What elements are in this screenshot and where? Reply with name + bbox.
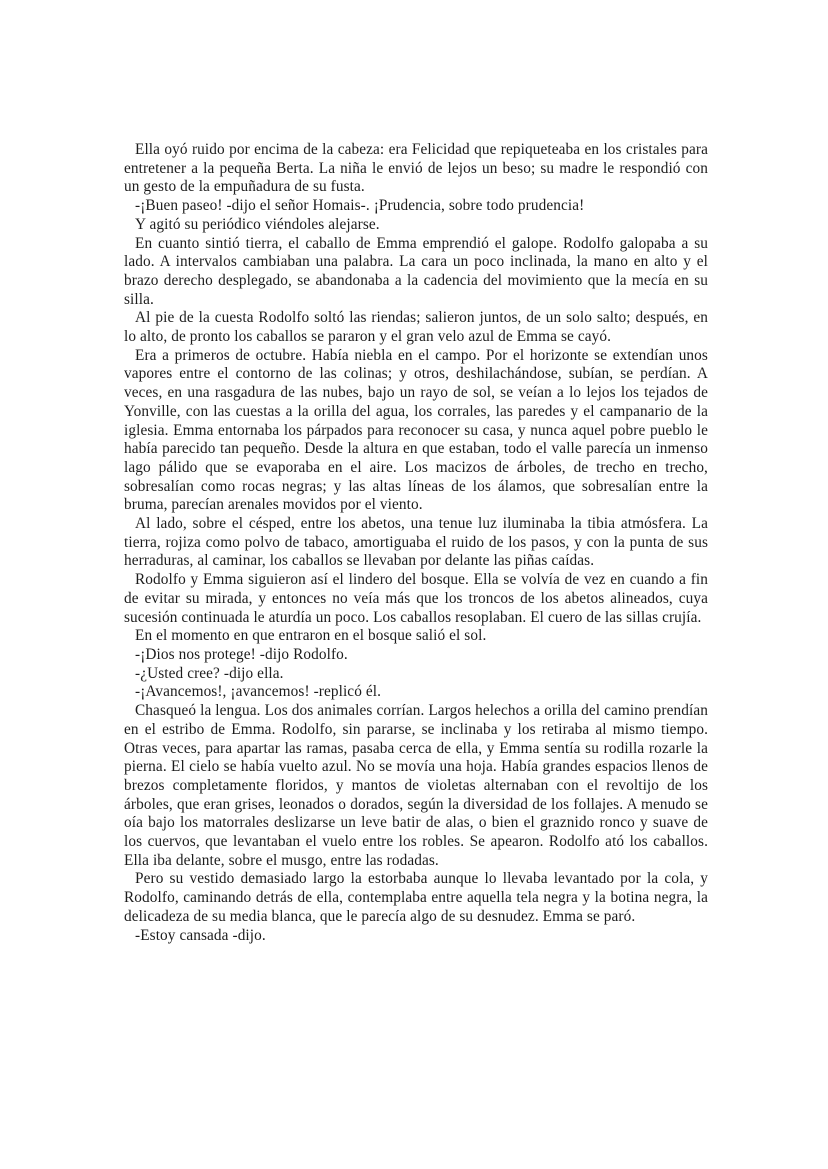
paragraph: Era a primeros de octubre. Había niebla en el campo. Por el horizonte se extendían unos vapores entre el contorno de las colinas; y otros, deshilachándose, subían, se perdían. A veces, en una rasgadura de las nubes, bajo un rayo de sol, se veían a lo lejos los tejados de Yonville, con las cuestas a la orilla del agua, los corrales, las paredes y el campanario de la iglesia. Emma entornaba los párpados para reconocer su casa, y nunca aquel pobre pueblo le había parecido tan pequeño. Desde la altura en que estaban, todo el valle parecía un inmenso lago pálido que se evaporaba en el aire. Los macizos de árboles, de trecho en trecho, sobresalían como rocas negras; y las altas líneas de los álamos, que sobresalían entre la bruma, parecían arenales movidos por el viento. [124, 346, 708, 514]
text-block [124, 141, 708, 945]
paragraph: Chasqueó la lengua. Los dos animales corrían. Largos helechos a orilla del camino prendían en el estribo de Emma. Rodolfo, sin pararse, se inclinaba y los retiraba al mismo tiempo. Otras veces, para apartar las ramas, pasaba cerca de ella, y Emma sentía su rodilla rozarle la pierna. El cielo se había vuelto azul. No se movía una hoja. Había grandes espacios llenos de brezos completamente floridos, y mantos de violetas alternaban con el revoltijo de los árboles, que eran grises, leonados o dorados, según la diversidad de los follajes. A menudo se oía bajo los matorrales deslizarse un leve batir de alas, o bien el graznido ronco y suave de los cuervos, que levantaban el vuelo entre los robles. Se apearon. Rodolfo ató los caballos. Ella iba delante, sobre el musgo, entre las rodadas. [124, 702, 708, 869]
paragraph-dialogue: -¡Buen paseo! -dijo el señor Homais-. ¡Prudencia, sobre todo prudencia! [135, 197, 585, 215]
paragraph: En el momento en que entraron en el bosque salió el sol. [135, 627, 487, 645]
paragraph-dialogue: -¿Usted cree? -dijo ella. [135, 664, 284, 682]
paragraph-dialogue: -Estoy cansada -dijo. [135, 926, 266, 944]
paragraph: Al lado, sobre el césped, entre los abetos, una tenue luz iluminaba la tibia atmósfera. La tierra, rojiza como polvo de tabaco, amortiguaba el ruido de los pasos, y con la punta de sus herraduras, al caminar, los caballos se llevaban por delante las piñas caídas. [124, 515, 708, 570]
paragraph: Al pie de la cuesta Rodolfo soltó las riendas; salieron juntos, de un solo salto; después, en lo alto, de pronto los caballos se pararon y el gran velo azul de Emma se cayó. [124, 309, 708, 346]
paragraph: Ella oyó ruido por encima de la cabeza: era Felicidad que repiqueteaba en los cristales para entretener a la pequeña Berta. La niña le envió de lejos un beso; su madre le respondió con un gesto de la empuñadura de su fusta. [124, 141, 708, 196]
paragraph: Rodolfo y Emma siguieron así el lindero del bosque. Ella se volvía de vez en cuando a fin de evitar su mirada, y entonces no veía más que los troncos de los abetos alineados, cuya sucesión continuada le aturdía un poco. Los caballos resoplaban. El cuero de las sillas crujía. [124, 571, 708, 626]
paragraph: Pero su vestido demasiado largo la estorbaba aunque lo llevaba levantado por la cola, y Rodolfo, caminando detrás de ella, contemplaba entre aquella tela negra y la botina negra, la delicadeza de su media blanca, que le parecía algo de su desnudez. Emma se paró. [124, 870, 708, 925]
paragraph: En cuanto sintió tierra, el caballo de Emma emprendió el galope. Rodolfo galopaba a su lado. A intervalos cambiaban una palabra. La cara un poco inclinada, la mano en alto y el brazo derecho desplegado, se abandonaba a la cadencia del movimiento que la mecía en su silla. [124, 234, 708, 308]
paragraph-dialogue: -¡Dios nos protege! -dijo Rodolfo. [135, 645, 348, 663]
paragraph: Y agitó su periódico viéndoles alejarse. [135, 215, 380, 233]
paragraph-dialogue: -¡Avancemos!, ¡avancemos! -replicó él. [135, 683, 382, 701]
